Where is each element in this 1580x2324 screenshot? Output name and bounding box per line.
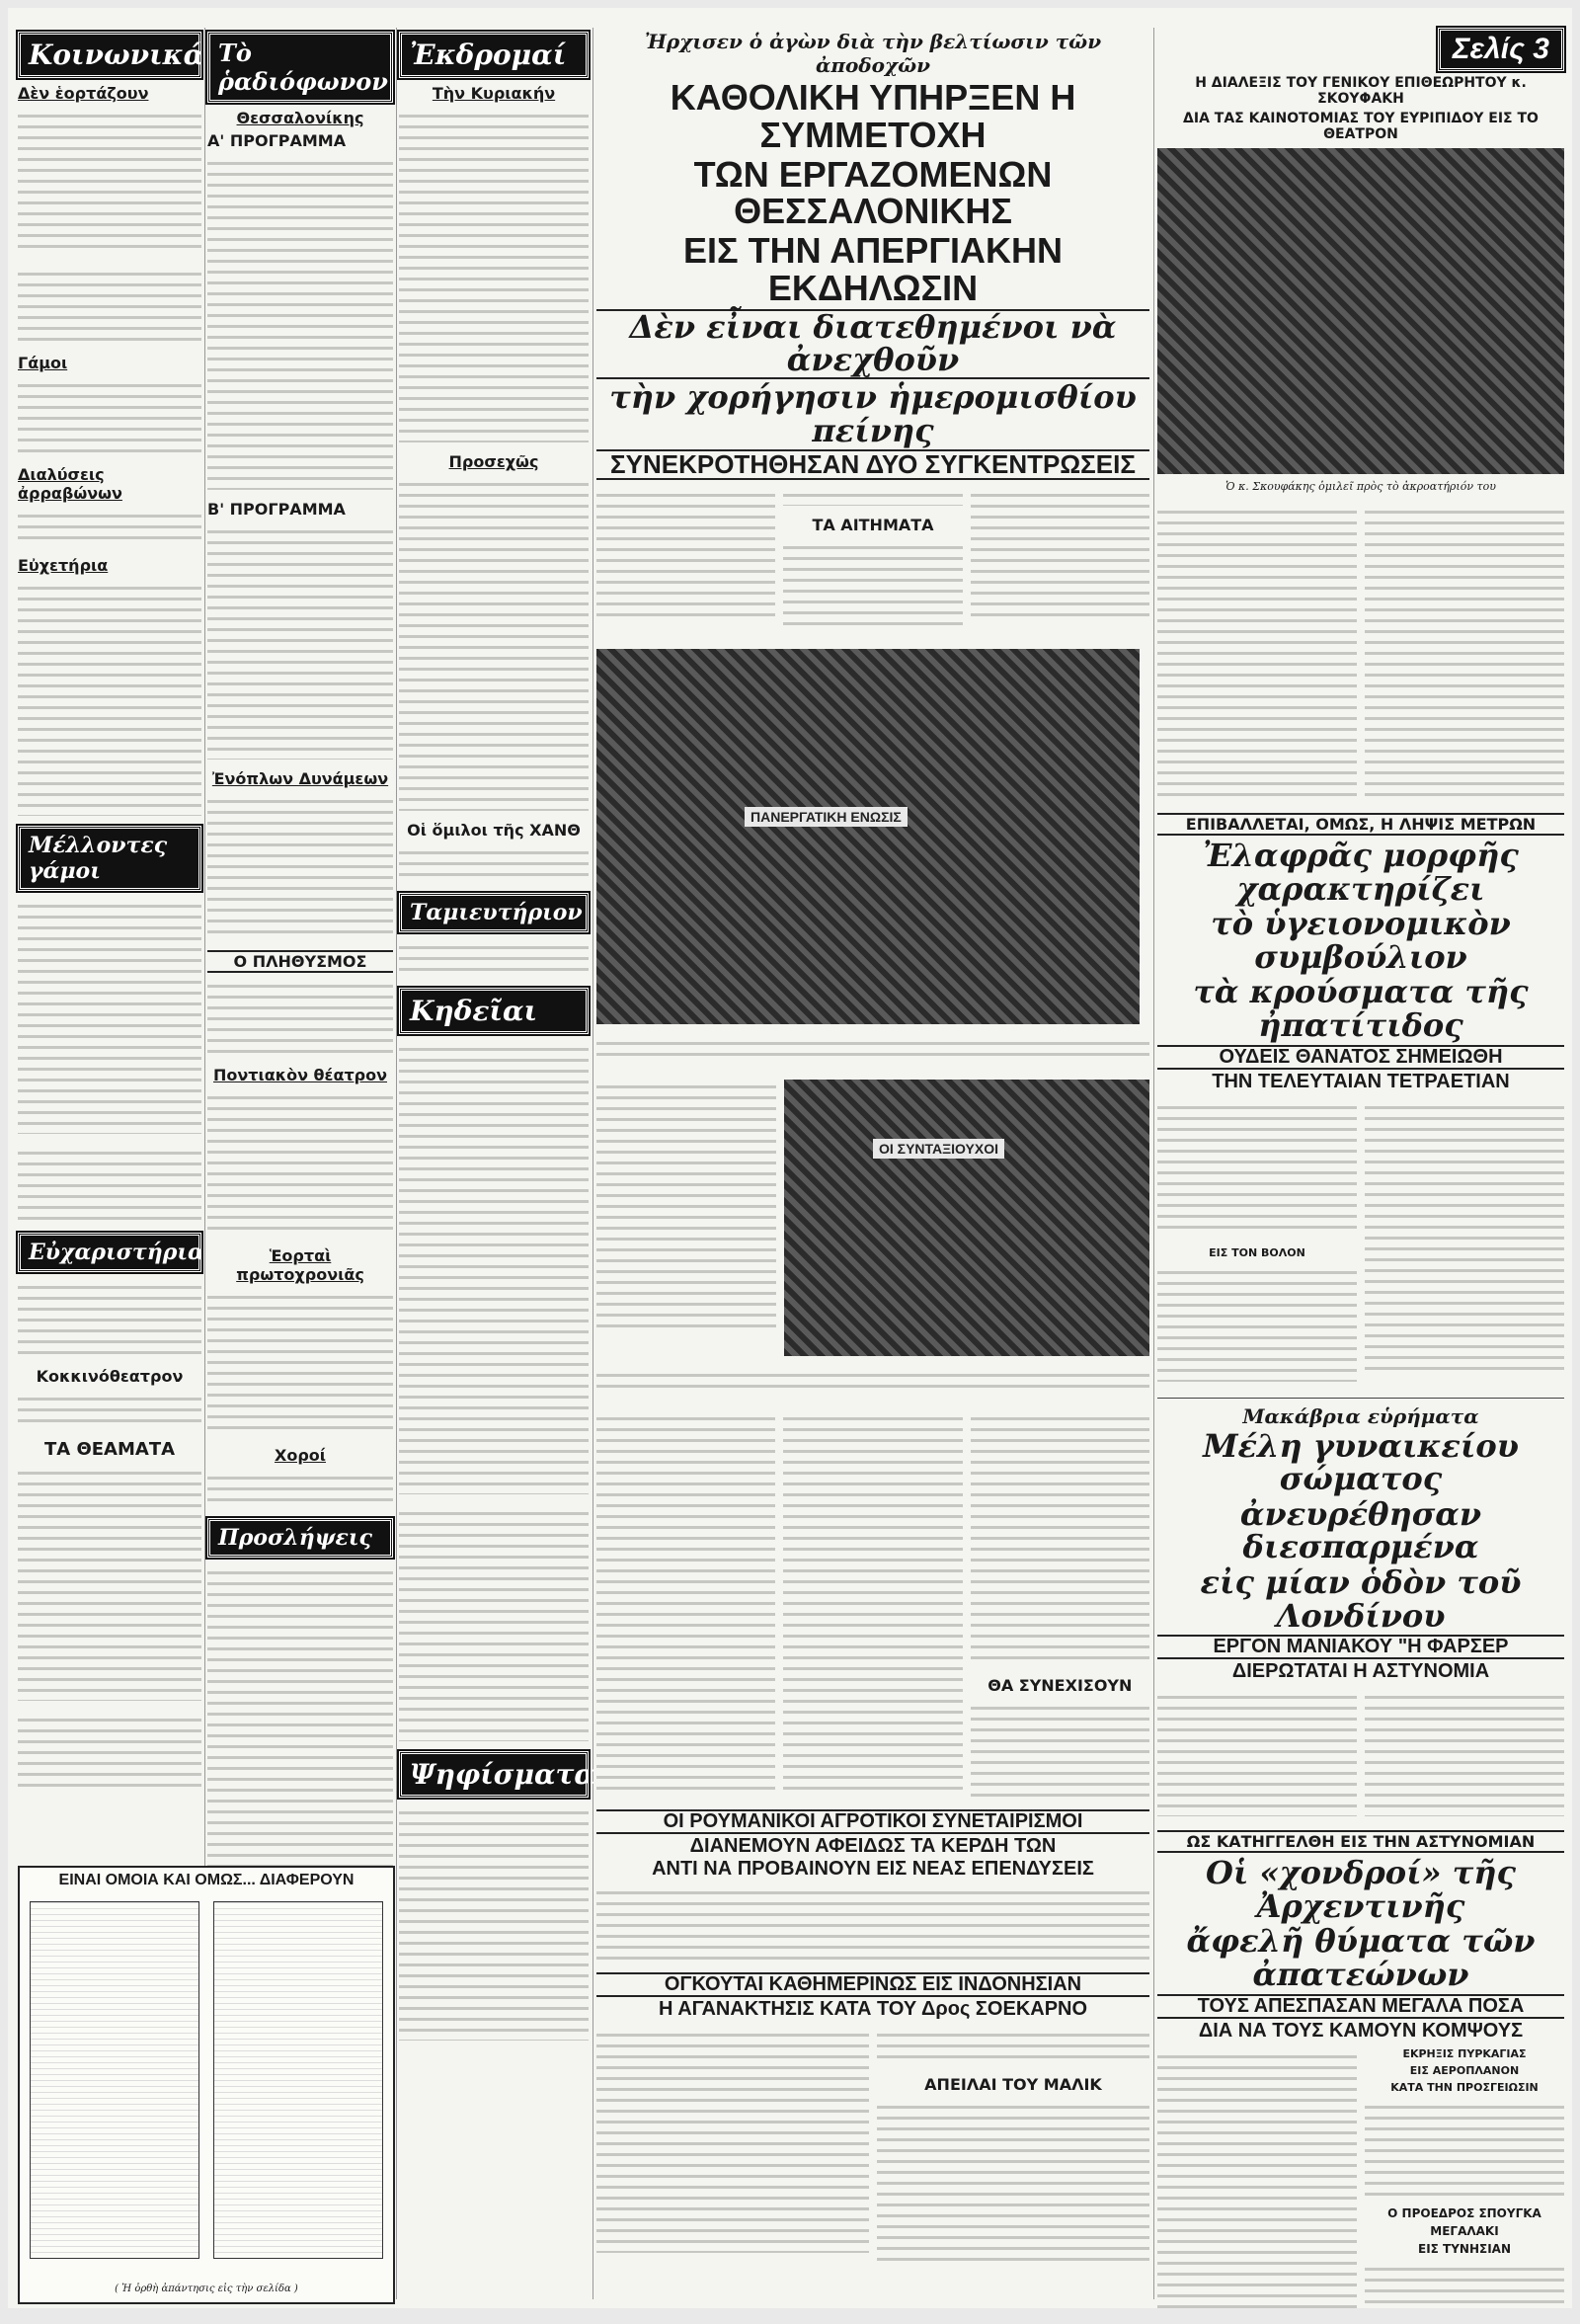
subhead: Εὐχετήρια bbox=[18, 556, 109, 575]
main-deck-line3: ΣΥΝΕΚΡΟΤΗΘΗΣΑΝ ΔΥΟ ΣΥΓΚΕΝΤΡΩΣΕΙΣ bbox=[596, 449, 1149, 480]
subhead: Ο ΠΡΟΕΔΡΟΣ ΣΠΟΥΓΚΑ bbox=[1387, 2205, 1541, 2220]
text-block bbox=[18, 897, 201, 1134]
page-logo-row bbox=[1157, 28, 1564, 71]
subhead: Χοροί bbox=[274, 1446, 326, 1465]
photo-sign: ΟΙ ΣΥΝΤΑΞΙΟΥΧΟΙ bbox=[873, 1139, 1004, 1159]
main-headline-line3: ΕΙΣ ΤΗΝ ΑΠΕΡΓΙΑΚΗΝ ΕΚΔΗΛΩΣΙΝ bbox=[683, 230, 1063, 308]
text-block bbox=[596, 1883, 1149, 1963]
section-header-excursions: Ἐκδρομαί bbox=[399, 32, 589, 78]
romanian-headline-line3: ΑΝΤΙ ΝΑ ΠΡΟΒΑΙΝΟΥΝ ΕΙΣ ΝΕΑΣ ΕΠΕΝΔΥΣΕΙΣ bbox=[652, 1858, 1094, 1881]
text-block bbox=[877, 2026, 1149, 2065]
text-block bbox=[399, 938, 589, 978]
text-block bbox=[1157, 1688, 1357, 1816]
cartoon-spot-difference bbox=[18, 1866, 395, 2304]
text-block bbox=[18, 579, 201, 816]
story-text-row bbox=[596, 1405, 1149, 1807]
text-block bbox=[18, 1390, 201, 1429]
main-deck-line2: τὴν χορήγησιν ἡμερομισθίου πείνης bbox=[609, 377, 1137, 449]
text-block bbox=[399, 1040, 589, 1494]
subhead: Γάμοι bbox=[18, 354, 68, 372]
main-kicker: Ἠρχισεν ὁ ἀγὼν διὰ τὴν βελτίωσιν τῶν ἀποδοχῶν bbox=[644, 30, 1102, 77]
column-rule bbox=[1153, 28, 1154, 2299]
text-block bbox=[1365, 503, 1564, 799]
london-kicker: Μακάβρια εὑρήματα bbox=[1242, 1403, 1479, 1428]
text-block bbox=[399, 1504, 589, 1741]
hepatitis-deck-line1: ΟΥΔΕΙΣ ΘΑΝΑΤΟΣ ΣΗΜΕΙΩΘΗ bbox=[1157, 1045, 1564, 1070]
story-text-row bbox=[1157, 1684, 1564, 1826]
text-block bbox=[1365, 1098, 1564, 1375]
text-block bbox=[18, 1464, 201, 1701]
column-excursions bbox=[399, 28, 595, 2299]
text-block bbox=[18, 1144, 201, 1223]
text-column bbox=[877, 2022, 1149, 2276]
text-block bbox=[207, 1469, 393, 1508]
subhead: ΕΠΙΒΑΛΛΕΤΑΙ, ΟΜΩΣ, Η ΛΗΨΙΣ ΜΕΤΡΩΝ bbox=[1157, 813, 1564, 836]
text-block bbox=[207, 522, 393, 760]
subhead: ΕΙΣ ΤΟΝ ΒΟΛΟΝ bbox=[1209, 1245, 1305, 1259]
text-block bbox=[207, 1088, 393, 1237]
subhead: ΕΚΡΗΞΙΣ ΠΥΡΚΑΓΙΑΣ bbox=[1402, 2046, 1527, 2060]
section-header-resolutions: Ψηφίσματα bbox=[399, 1751, 589, 1798]
london-headline-line2: ἀνευρέθησαν διεσπαρμένα bbox=[1239, 1494, 1482, 1566]
text-block bbox=[596, 2026, 869, 2253]
main-headline-line2: ΤΩΝ ΕΡΓΑΖΟΜΕΝΩΝ ΘΕΣΣΑΛΟΝΙΚΗΣ bbox=[693, 153, 1053, 232]
text-block bbox=[1365, 1688, 1564, 1816]
subhead: Ἑορταὶ πρωτοχρονιᾶς bbox=[236, 1246, 364, 1284]
argentina-headline-line1: Οἱ «χονδροί» τῆς Ἀρχεντινῆς bbox=[1206, 1854, 1516, 1925]
romanian-headline-line1: ΟΙ ΡΟΥΜΑΝΙΚΟΙ ΑΓΡΟΤΙΚΟΙ ΣΥΝΕΤΑΙΡΙΣΜΟΙ bbox=[596, 1809, 1149, 1834]
subhead: Ποντιακὸν θέατρον bbox=[213, 1066, 387, 1084]
text-block bbox=[783, 1409, 962, 1795]
subhead: ΚΑΤΑ ΤΗΝ ΠΡΟΣΓΕΙΩΣΙΝ bbox=[1390, 2080, 1539, 2094]
text-block bbox=[18, 507, 201, 546]
cartoon-caption: ( Ἡ ὀρθὴ ἀπάντησις εἰς τὴν σελίδα ) bbox=[115, 2284, 298, 2294]
subhead: Οἱ ὅμιλοι τῆς ΧΑΝΘ bbox=[407, 821, 581, 840]
column-page-three bbox=[1157, 28, 1564, 2299]
indonesia-headline-line2: Η ΑΓΑΝΑΚΤΗΣΙΣ ΚΑΤΑ ΤΟΥ Δρος ΣΟΕΚΑΡΝΟ bbox=[658, 1998, 1088, 2021]
column-main-story bbox=[596, 28, 1149, 2299]
text-block bbox=[877, 2098, 1149, 2266]
story-text-row bbox=[596, 1074, 1149, 1362]
subhead: Διαλύσεις ἀρραβώνων bbox=[18, 465, 122, 503]
text-block bbox=[18, 1278, 201, 1357]
romanian-headline-line2: ΔΙΑΝΕΜΟΥΝ ΑΦΕΙΔΩΣ ΤΑ ΚΕΡΔΗ ΤΩΝ bbox=[689, 1835, 1057, 1858]
text-block bbox=[971, 1699, 1149, 1798]
text-block bbox=[1157, 2047, 1357, 2309]
newspaper-page bbox=[8, 8, 1572, 2308]
text-block bbox=[399, 1803, 589, 2041]
text-block bbox=[18, 376, 201, 455]
text-column bbox=[971, 1405, 1149, 1807]
subhead: ΤΑ ΑΙΤΗΜΑΤΑ bbox=[812, 516, 934, 535]
text-block bbox=[1365, 2260, 1564, 2309]
argentina-headline-line2: ἄφελῆ θύματα τῶν ἀπατεώνων bbox=[1186, 1922, 1536, 1993]
photo-strike-crowd-1 bbox=[596, 649, 1140, 1024]
text-block bbox=[399, 107, 589, 442]
photo-sign: ΠΑΝΕΡΓΑΤΙΚΗ ΕΝΩΣΙΣ bbox=[745, 807, 908, 827]
photo-row bbox=[596, 643, 1149, 1030]
section-header-funerals: Κηδεῖαι bbox=[399, 988, 589, 1034]
subhead: Α' ΠΡΟΓΡΑΜΜΑ bbox=[207, 131, 347, 150]
divider bbox=[1157, 1398, 1564, 1399]
subhead: Ἐνόπλων Δυνάμεων bbox=[211, 769, 389, 788]
section-header-savings: Ταμιευτήριον bbox=[399, 893, 589, 932]
text-block bbox=[18, 107, 201, 255]
section-header-weddings: Μέλλοντες γάμοι bbox=[18, 826, 201, 891]
london-headline-line3: εἰς μίαν ὁδὸν τοῦ Λονδίνου bbox=[1200, 1563, 1522, 1635]
text-column bbox=[783, 482, 962, 643]
subhead: ΩΣ ΚΑΤΗΓΓΕΛΘΗ ΕΙΣ ΤΗΝ ΑΣΤΥΝΟΜΙΑΝ bbox=[1157, 1830, 1564, 1853]
story-text-row bbox=[596, 482, 1149, 643]
subhead: Ο ΠΛΗΘΥΣΜΟΣ bbox=[207, 950, 393, 973]
photo-lecture-audience bbox=[1157, 148, 1564, 474]
column-rule bbox=[396, 28, 397, 2299]
subhead: Προσεχῶς bbox=[448, 452, 539, 471]
story-text-row bbox=[1157, 2044, 1564, 2309]
hepatitis-headline-line3: τὰ κρούσματα τῆς ἠπατίτιδος bbox=[1193, 973, 1529, 1044]
section-header-social: Κοινωνικά bbox=[18, 32, 201, 78]
text-block bbox=[971, 486, 1149, 624]
text-block bbox=[1157, 503, 1357, 799]
argentina-deck-line1: ΤΟΥΣ ΑΠΕΣΠΑΣΑΝ ΜΕΓΑΛΑ ΠΟΣΑ bbox=[1157, 1994, 1564, 2019]
photo-strike-crowd-2 bbox=[784, 1080, 1149, 1356]
cartoon-title: ΕΙΝΑΙ ΟΜΟΙΑ ΚΑΙ ΟΜΩΣ... ΔΙΑΦΕΡΟΥΝ bbox=[58, 1872, 355, 1888]
cartoon-panel-left bbox=[30, 1901, 199, 2259]
subhead: Β' ΠΡΟΓΡΑΜΜΑ bbox=[207, 500, 346, 519]
text-block bbox=[1157, 1098, 1357, 1237]
subhead: ΑΠΕΙΛΑΙ ΤΟΥ ΜΑΛΙΚ bbox=[924, 2075, 1102, 2095]
text-block bbox=[399, 475, 589, 811]
text-block bbox=[971, 1409, 1149, 1666]
text-block bbox=[207, 154, 393, 490]
hepatitis-deck-line2: ΤΗΝ ΤΕΛΕΥΤΑΙΑΝ ΤΕΤΡΑΕΤΙΑΝ bbox=[1212, 1070, 1510, 1092]
story-text-row bbox=[1157, 1094, 1564, 1392]
text-column bbox=[1365, 2044, 1564, 2309]
section-header-hiring: Προσλήψεις bbox=[207, 1518, 393, 1558]
subhead-theaters: ΤΑ ΘΕΑΜΑΤΑ bbox=[43, 1439, 176, 1460]
text-block bbox=[207, 977, 393, 1056]
text-block bbox=[783, 538, 962, 633]
main-headline-line1: ΚΑΘΟΛΙΚΗ ΥΠΗΡΞΕΝ Η ΣΥΜΜΕΤΟΧΗ bbox=[670, 77, 1076, 155]
story-text-row bbox=[1157, 499, 1564, 809]
subhead: ΕΙΣ ΑΕΡΟΠΛΑΝΟΝ bbox=[1409, 2063, 1520, 2077]
london-deck-line1: ΕΡΓΟΝ ΜΑΝΙΑΚΟΥ "Η ΦΑΡΣΕΡ bbox=[1157, 1635, 1564, 1659]
section-header-radio: Τὸ ῥαδιόφωνον bbox=[207, 32, 393, 103]
text-block bbox=[1365, 2098, 1564, 2197]
text-block bbox=[207, 792, 393, 940]
subhead: ΕΙΣ ΤΥΝΗΣΙΑΝ bbox=[1418, 2241, 1511, 2256]
top-headline-line2: ΔΙΑ ΤΑΣ ΚΑΙΝΟΤΟΜΙΑΣ ΤΟΥ ΕΥΡΙΠΙΔΟΥ ΕΙΣ ΤΟ ΘΕΑΤΡΟΝ bbox=[1183, 111, 1539, 142]
subhead: Κοκκινόθεατρον bbox=[36, 1367, 184, 1386]
subhead: Τὴν Κυριακήν bbox=[432, 84, 556, 103]
subhead: ΘΑ ΣΥΝΕΧΙΣΟΥΝ bbox=[988, 1676, 1133, 1696]
cartoon-panel-right bbox=[213, 1901, 383, 2259]
argentina-deck-line2: ΔΙΑ ΝΑ ΤΟΥΣ ΚΑΜΟΥΝ ΚΟΜΨΟΥΣ bbox=[1198, 2019, 1524, 2042]
caption-text bbox=[596, 1366, 1149, 1396]
caption-text bbox=[596, 1034, 1149, 1064]
subhead: ΜΕΓΑΛΑΚΙ bbox=[1430, 2223, 1499, 2238]
indonesia-headline-line1: ΟΓΚΟΥΤΑΙ ΚΑΘΗΜΕΡΙΝΩΣ ΕΙΣ ΙΝΔΟΝΗΣΙΑΝ bbox=[596, 1972, 1149, 1997]
text-block bbox=[207, 1288, 393, 1436]
section-header-thanks: Εὐχαριστήρια bbox=[18, 1233, 201, 1272]
text-block bbox=[596, 1409, 775, 1795]
subhead: Θεσσαλονίκης bbox=[236, 109, 364, 127]
text-column bbox=[1157, 1094, 1357, 1392]
page-logo: Σελίς 3 bbox=[1438, 28, 1564, 71]
story-text-row bbox=[596, 2022, 1149, 2276]
column-rule bbox=[592, 28, 593, 2299]
hepatitis-headline-line2: τὸ ὑγειονομικὸν συμβούλιον bbox=[1211, 905, 1511, 976]
text-block bbox=[596, 1078, 776, 1334]
text-block bbox=[18, 1711, 201, 1790]
text-block bbox=[783, 486, 962, 506]
photo-caption: Ὁ κ. Σκουφάκης ὁμιλεῖ πρὸς τὸ ἀκροατήριόν του bbox=[1225, 480, 1496, 493]
top-headline-line1: Η ΔΙΑΛΕΞΙΣ ΤΟΥ ΓΕΝΙΚΟΥ ΕΠΙΘΕΩΡΗΤΟΥ κ. ΣΚΟΥΦΑΚΗ bbox=[1195, 75, 1527, 107]
london-headline-line1: Μέλη γυναικείου σώματος bbox=[1203, 1426, 1519, 1498]
subhead: Δὲν ἑορτάζουν bbox=[18, 84, 149, 103]
london-deck-line2: ΔΙΕΡΩΤΑΤΑΙ Η ΑΣΤΥΝΟΜΙΑ bbox=[1231, 1660, 1490, 1683]
text-block bbox=[18, 265, 201, 344]
text-block bbox=[399, 843, 589, 883]
hepatitis-headline-line1: Ἐλαφρᾶς μορφῆς χαρακτηρίζει bbox=[1203, 837, 1519, 908]
main-deck-line1: Δὲν εἶναι διατεθημένοι νὰ ἀνεχθοῦν bbox=[596, 309, 1149, 379]
text-block bbox=[1157, 1263, 1357, 1382]
text-block bbox=[596, 486, 775, 624]
